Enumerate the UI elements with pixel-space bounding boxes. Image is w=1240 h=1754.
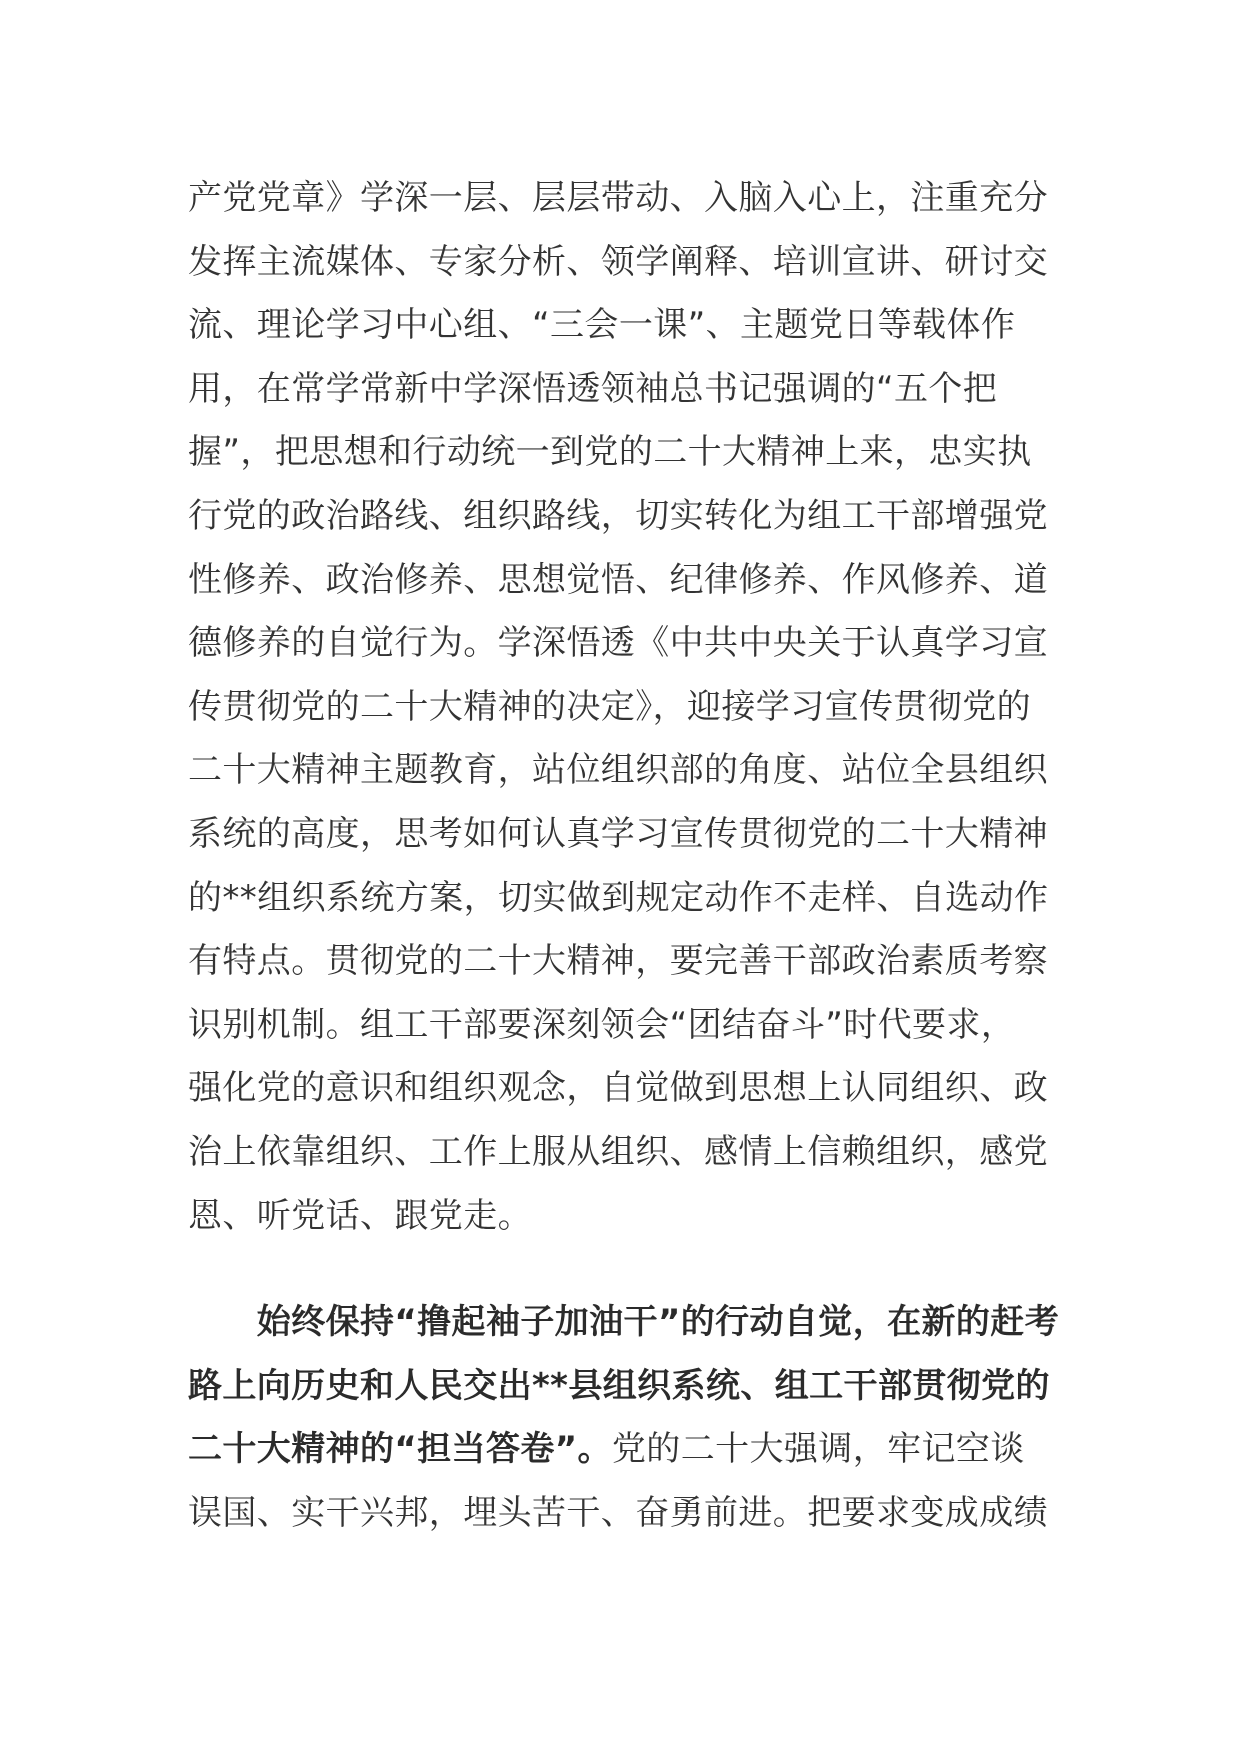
text-line: 治上依靠组织、工作上服从组织、感情上信赖组织，感党 <box>188 1131 1048 1172</box>
text-line: 系统的高度，思考如何认真学习宣传贯彻党的二十大精神 <box>188 813 1048 854</box>
bold-heading-line: 始终保持“撸起袖子加油干”的行动自觉，在新的赶考 <box>188 1302 1060 1342</box>
bold-heading-end: 二十大精神的“担当答卷”。 <box>188 1429 612 1470</box>
bold-heading-line: 路上向历史和人民交出**县组织系统、组工干部贯彻党的 <box>188 1365 1050 1406</box>
paragraph-party-constitution-study <box>188 167 1054 1248</box>
text-line: 传贯彻党的二十大精神的决定》，迎接学习宣传贯彻党的 <box>188 686 1031 727</box>
text-line: 误国、实干兴邦，埋头苦干、奋勇前进。把要求变成成绩 <box>188 1492 1048 1533</box>
text-line: 行党的政治路线、组织路线，切实转化为组工干部增强党 <box>188 495 1048 536</box>
text-line: 用，在常学常新中学深悟透领袖总书记强调的“五个把 <box>188 368 998 409</box>
text-line: 的**组织系统方案，切实做到规定动作不走样、自选动作 <box>188 877 1049 918</box>
text-line: 产党党章》学深一层、层层带动、入脑入心上，注重充分 <box>188 178 1048 218</box>
text-line: 握”，把思想和行动统一到党的二十大精神上来，忠实执 <box>188 432 1032 473</box>
body-text-start: 党的二十大强调，牢记空谈 <box>611 1429 1025 1470</box>
text-line: 强化党的意识和组织观念，自觉做到思想上认同组织、政 <box>188 1068 1048 1109</box>
mixed-line <box>188 1418 1054 1482</box>
text-line: 发挥主流媒体、专家分析、领学阐释、培训宣讲、研讨交 <box>188 241 1048 282</box>
text-line: 流、理论学习中心组、“三会一课”、主题党日等载体作 <box>188 305 1016 346</box>
text-line: 识别机制。组工干部要深刻领会“团结奋斗”时代要求， <box>188 1004 1016 1045</box>
text-line: 有特点。贯彻党的二十大精神，要完善干部政治素质考察 <box>188 941 1048 982</box>
paragraph-action-consciousness <box>188 1291 1060 1545</box>
text-line: 性修养、政治修养、思想觉悟、纪律修养、作风修养、道 <box>188 559 1048 600</box>
text-line: 二十大精神主题教育，站位组织部的角度、站位全县组织 <box>188 750 1048 791</box>
text-line: 恩、听党话、跟党走。 <box>188 1195 532 1236</box>
text-line: 德修养的自觉行为。学深悟透《中共中央关于认真学习宣 <box>188 623 1048 664</box>
